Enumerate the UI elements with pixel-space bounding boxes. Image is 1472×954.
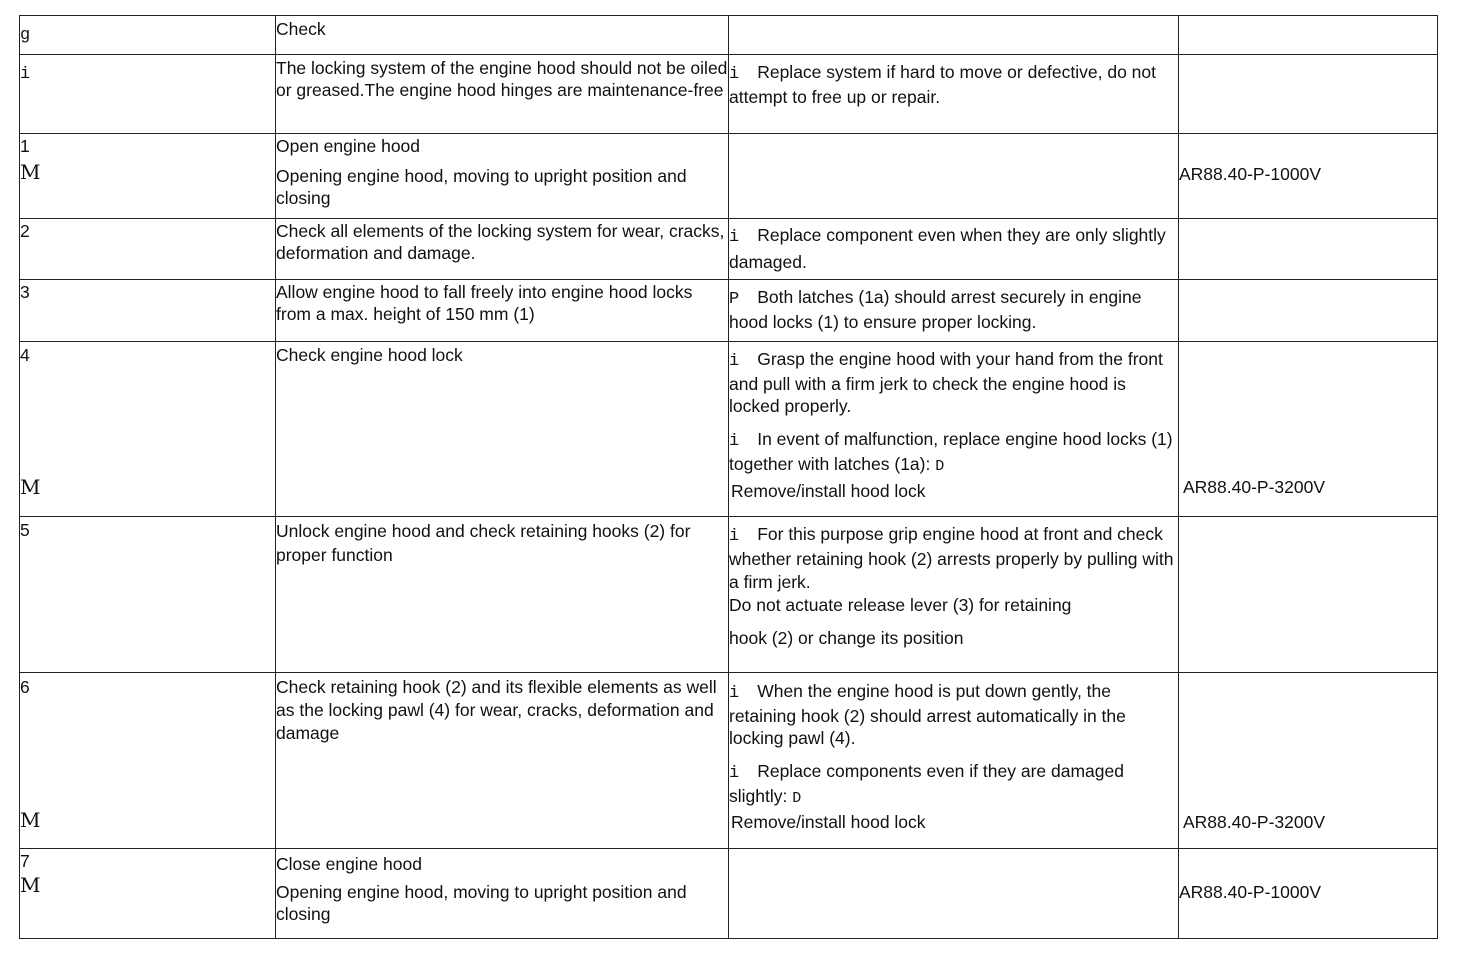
manual-symbol: M xyxy=(20,475,41,499)
note xyxy=(729,280,1178,333)
info-symbol: i xyxy=(20,65,31,84)
table-row xyxy=(20,16,1438,55)
step-title: Close engine hood xyxy=(276,854,422,874)
step-symbol: g xyxy=(20,26,31,45)
step-number: 1 xyxy=(20,136,30,156)
step-subtext: Opening engine hood, moving to upright position and closing xyxy=(276,166,687,208)
procedure-link-text[interactable]: Remove/install hood lock xyxy=(731,481,926,501)
step-text: Check all elements of the locking system for wear, cracks, deformation and damage. xyxy=(276,221,725,263)
info-mark: i xyxy=(729,228,740,247)
table-row xyxy=(20,342,1438,517)
note xyxy=(729,219,1178,274)
step-text: Check retaining hook (2) and its flexible elements as well as the locking pawl (4) for wear, cracks, deformation and damage xyxy=(276,677,717,743)
note xyxy=(729,55,1178,108)
reference-link[interactable]: AR88.40-P-1000V xyxy=(1179,882,1322,902)
document-code: D xyxy=(935,458,945,475)
reference-link[interactable]: AR88.40-P-3200V xyxy=(1183,812,1326,832)
step-number: 5 xyxy=(20,520,30,540)
step-text: The locking system of the engine hood should not be oiled or greased.The engine hood hinges are maintenance-free xyxy=(276,58,728,100)
table-row xyxy=(20,280,1438,342)
info-mark: i xyxy=(729,352,740,371)
note-text: Replace components even if they are damaged slightly: xyxy=(729,761,1124,806)
info-mark: i xyxy=(729,764,740,783)
step-title: Open engine hood xyxy=(276,136,421,156)
table-row xyxy=(20,849,1438,939)
reference-link[interactable]: AR88.40-P-3200V xyxy=(1183,477,1326,497)
table-row xyxy=(20,55,1438,134)
note xyxy=(729,342,1178,417)
note-text: In event of malfunction, replace engine hood locks (1) together with latches (1a): xyxy=(729,429,1173,474)
table-row xyxy=(20,673,1438,849)
note-warning: Do not actuate release lever (3) for retaining xyxy=(729,595,1072,615)
info-mark: i xyxy=(729,527,740,546)
info-mark: i xyxy=(729,432,740,451)
step-subtext: Opening engine hood, moving to upright position and closing xyxy=(276,882,687,924)
note-text: Grasp the engine hood with your hand from the front and pull with a firm jerk to check the engine hood is locked properly. xyxy=(729,349,1163,416)
note xyxy=(729,673,1178,749)
note xyxy=(729,760,1178,810)
step-text: Unlock engine hood and check retaining hooks (2) for proper function xyxy=(276,521,691,565)
document-code: D xyxy=(792,790,802,807)
step-text: Check engine hood lock xyxy=(276,345,463,365)
note-text: When the engine hood is put down gently, the retaining hook (2) should arrest automatically in the locking pawl (4). xyxy=(729,681,1126,748)
note-text: Both latches (1a) should arrest securely in engine hood locks (1) to ensure proper locking. xyxy=(729,287,1142,332)
note xyxy=(729,428,1178,478)
table-row xyxy=(20,134,1438,219)
step-number: 7 xyxy=(20,851,30,871)
manual-symbol: M xyxy=(20,160,41,184)
step-heading: Check xyxy=(276,19,326,39)
manual-symbol: M xyxy=(20,873,41,897)
procedure-table xyxy=(19,15,1438,939)
info-mark: i xyxy=(729,65,740,84)
manual-symbol: M xyxy=(20,808,41,832)
table-row xyxy=(20,517,1438,673)
procedure-mark: P xyxy=(729,290,740,309)
note xyxy=(729,517,1178,594)
table-row xyxy=(20,219,1438,280)
note-warning-continued: hook (2) or change its position xyxy=(729,628,964,648)
step-text: Allow engine hood to fall freely into engine hood locks from a max. height of 150 mm (1) xyxy=(276,282,693,324)
step-number: 2 xyxy=(20,221,30,241)
step-number: 6 xyxy=(20,677,30,697)
reference-link[interactable]: AR88.40-P-1000V xyxy=(1179,164,1322,184)
procedure-link-text[interactable]: Remove/install hood lock xyxy=(731,812,926,832)
step-number: 3 xyxy=(20,282,30,302)
note-text: Replace system if hard to move or defective, do not attempt to free up or repair. xyxy=(729,62,1157,107)
info-mark: i xyxy=(729,684,740,703)
note-text: For this purpose grip engine hood at front and check whether retaining hook (2) arrests properly by pulling with a firm jerk. xyxy=(729,524,1174,592)
step-number: 4 xyxy=(20,345,30,365)
note-text: Replace component even when they are only slightly damaged. xyxy=(729,225,1166,272)
